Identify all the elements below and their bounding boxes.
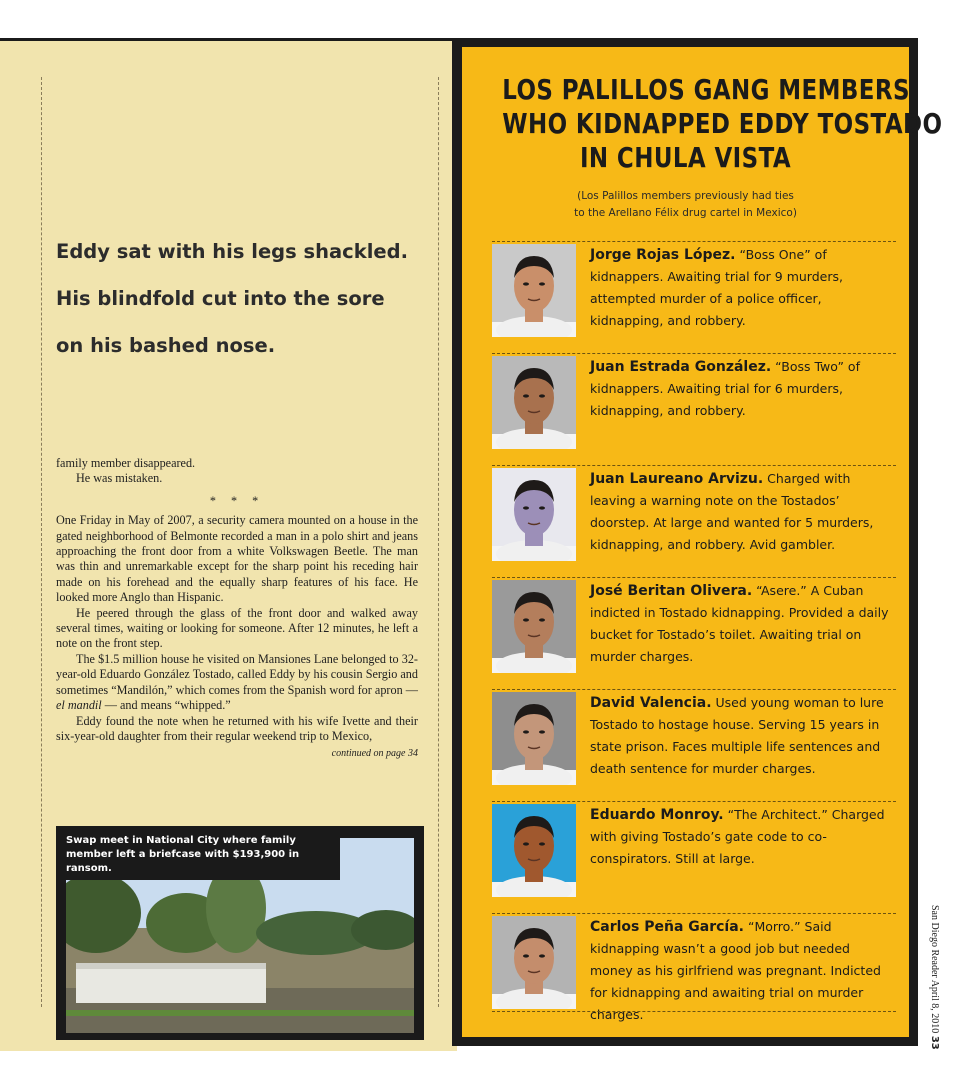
mugshot-photo [492, 356, 576, 449]
column-rule-left [41, 77, 42, 1007]
paragraph: Eddy found the note when he returned with his wife Ivette and their six-year-old daughter from their regular weekend trip to Mexico, [56, 713, 418, 743]
member-name: Juan Estrada González. [590, 359, 772, 375]
member-bio [590, 804, 892, 870]
member-description: Used young woman to lure Tostado to hostage house. Serving 15 years in state prison. Faces multiple life sentences and death sentence for murder charges. [590, 695, 884, 776]
member-bio [590, 916, 892, 1026]
paragraph: He peered through the glass of the front door and walked away several times, waiting or looking for someone. After 12 minutes, he left a note on the front step. [56, 605, 418, 651]
member-name: Juan Laureano Arvizu. [590, 471, 764, 487]
mugshot-photo [492, 804, 576, 897]
pull-quote-line: His blindfold cut into the sore [56, 287, 385, 310]
member-description: “Asere.” A Cuban indicted in Tostado kidnapping. Provided a daily bucket for Tostado’s toilet. Awaiting trial on murder charges. [590, 583, 889, 664]
section-break: * * * [209, 493, 265, 508]
sidebar-subhead [462, 188, 909, 222]
member-entry [492, 577, 896, 676]
headline-line: IN CHULA VISTA [579, 141, 792, 174]
page-folio [924, 905, 940, 1050]
subhead-line: to the Arellano Félix drug cartel in Mexico) [574, 207, 797, 219]
member-entry [492, 465, 896, 564]
member-entry [492, 913, 896, 1022]
mugshot-photo [492, 916, 576, 1009]
member-name: David Valencia. [590, 695, 712, 711]
member-entry [492, 353, 896, 452]
pull-quote [56, 228, 436, 369]
mugshot-photo [492, 244, 576, 337]
member-name: José Beritan Olivera. [590, 583, 753, 599]
folio-text: San Diego Reader April 8, 2010 [929, 905, 940, 1034]
sidebar-headline [502, 73, 943, 175]
member-description: “Boss One” of kidnappers. Awaiting trial for 9 murders, attempted murder of a police officer, kidnapping, and robbery. [590, 247, 843, 328]
member-entry [492, 689, 896, 788]
paragraph [56, 652, 418, 714]
page-number: 33 [929, 1035, 940, 1050]
member-divider [492, 1011, 896, 1012]
article-body [56, 456, 418, 762]
headline-line: LOS PALILLOS GANG MEMBERS [502, 73, 910, 106]
member-bio [590, 580, 892, 668]
mugshot-photo [492, 468, 576, 561]
paragraph: One Friday in May of 2007, a security camera mounted on a house in the gated neighborhood of Belmonte recorded a man in a polo shirt and jeans approaching the front door from a white Volkswagen Beetle. The man was thin and unremarkable except for the sharp point his receding hair made on his forehead and the equally sharp features of his face. He looked more Anglo than Hispanic. [56, 513, 418, 605]
mugshot-photo [492, 580, 576, 673]
headline-line: WHO KIDNAPPED EDDY TOSTADO [502, 107, 943, 140]
member-description: Charged with leaving a warning note on the Tostados’ doorstep. At large and wanted for 5 murders, kidnapping, and robbery. Avid gambler. [590, 471, 874, 552]
member-description: “Morro.” Said kidnapping wasn’t a good job but needed money as his girlfriend was pregnant. Indicted for kidnapping and awaiting trial on murder charges. [590, 919, 881, 1022]
member-name: Eduardo Monroy. [590, 807, 724, 823]
mugshot-photo [492, 692, 576, 785]
member-entry [492, 241, 896, 340]
text-run-italic: el mandil [56, 698, 102, 713]
text-run: The $1.5 million house he visited on Mansiones Lane belonged to 32-year-old Eduardo González Tostado, called Eddy by his cousin Sergio and sometimes “Mandilón,” which comes from the Spanish word for apron — [56, 651, 418, 697]
paragraph: He was mistaken. [76, 471, 163, 486]
pull-quote-line: Eddy sat with his legs shackled. [56, 240, 408, 263]
member-description: “Boss Two” of kidnappers. Awaiting trial for 6 murders, kidnapping, and robbery. [590, 359, 860, 418]
subhead-line: (Los Palillos members previously had ties [577, 190, 794, 202]
text-run: — and means “whipped.” [101, 698, 231, 713]
paragraph: family member disappeared. [56, 456, 196, 470]
continued-note: continued on page 34 [331, 748, 418, 760]
member-name: Jorge Rojas López. [590, 247, 736, 263]
member-description: “The Architect.” Charged with giving Tostado’s gate code to co-conspirators. Still at large. [590, 807, 885, 866]
member-bio [590, 244, 892, 332]
photo-caption: Swap meet in National City where family member left a briefcase with $193,900 in ransom. [60, 832, 340, 880]
member-name: Carlos Peña García. [590, 919, 744, 935]
member-entry [492, 801, 896, 900]
photo-box [56, 826, 424, 1040]
member-bio [590, 468, 892, 556]
member-bio [590, 356, 892, 422]
member-bio [590, 692, 892, 780]
column-rule-right [438, 77, 439, 1007]
pull-quote-line: on his bashed nose. [56, 334, 276, 357]
